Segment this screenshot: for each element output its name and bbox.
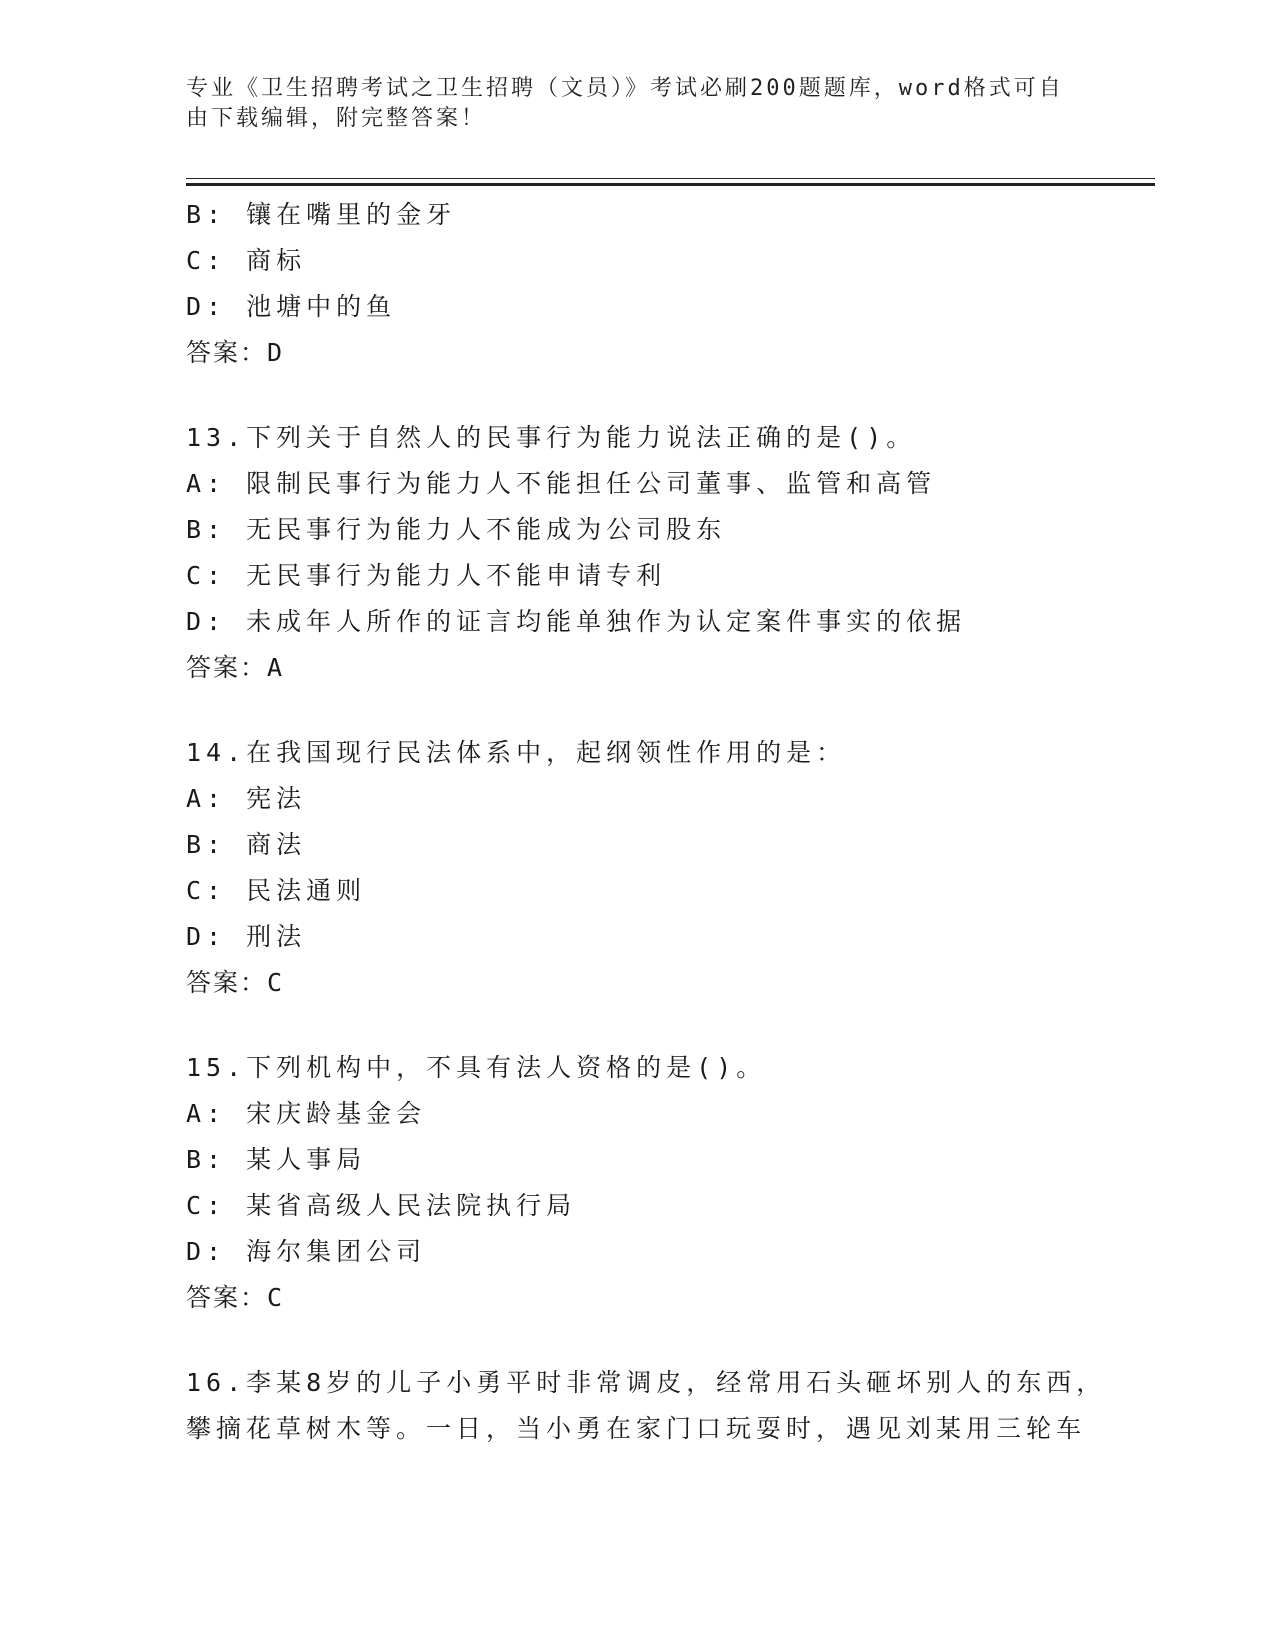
question-list [186, 192, 1126, 1452]
question-stem: 13.下列关于自然人的民事行为能力说法正确的是()。 [186, 423, 917, 452]
spacer [186, 1006, 1126, 1045]
question-stem: 15.下列机构中，不具有法人资格的是()。 [186, 1053, 767, 1082]
option-c: C: 民法通则 [186, 876, 367, 905]
spacer [186, 691, 1126, 730]
option-d: D: 刑法 [186, 922, 307, 951]
option-c: C: 商标 [186, 246, 307, 275]
question-14 [186, 730, 1126, 1006]
answer-line: 答案：D [186, 338, 285, 367]
question-stem: 14.在我国现行民法体系中，起纲领性作用的是： [186, 738, 847, 767]
question-12-continued [186, 192, 1126, 376]
option-a: A: 限制民事行为能力人不能担任公司董事、监管和高管 [186, 469, 937, 498]
header-divider-thin [186, 178, 1155, 179]
header-divider-thick [186, 183, 1155, 186]
option-d: D: 海尔集团公司 [186, 1237, 427, 1266]
question-13 [186, 415, 1126, 691]
option-c: C: 某省高级人民法院执行局 [186, 1191, 577, 1220]
answer-line: 答案：C [186, 968, 285, 997]
option-d: D: 未成年人所作的证言均能单独作为认定案件事实的依据 [186, 607, 967, 636]
question-16 [186, 1360, 1126, 1452]
answer-line: 答案：A [186, 653, 285, 682]
spacer [186, 1321, 1126, 1360]
option-a: A: 宋庆龄基金会 [186, 1099, 427, 1128]
spacer [186, 376, 1126, 415]
option-c: C: 无民事行为能力人不能申请专利 [186, 561, 667, 590]
answer-line: 答案：C [186, 1283, 285, 1312]
option-b: B: 某人事局 [186, 1145, 367, 1174]
option-a: A: 宪法 [186, 784, 307, 813]
option-d: D: 池塘中的鱼 [186, 292, 397, 321]
option-b: B: 镶在嘴里的金牙 [186, 200, 457, 229]
question-15 [186, 1045, 1126, 1321]
page-header-title: 专业《卫生招聘考试之卫生招聘（文员）》考试必刷200题题库，word格式可自由下载编辑，附完整答案！ [186, 76, 1064, 131]
option-b: B: 商法 [186, 830, 307, 859]
option-b: B: 无民事行为能力人不能成为公司股东 [186, 515, 727, 544]
question-stem: 16.李某8岁的儿子小勇平时非常调皮，经常用石头砸坏别人的东西，攀摘花草树木等。一日，当小勇在家门口玩耍时，遇见刘某用三轮车 [186, 1368, 1107, 1443]
